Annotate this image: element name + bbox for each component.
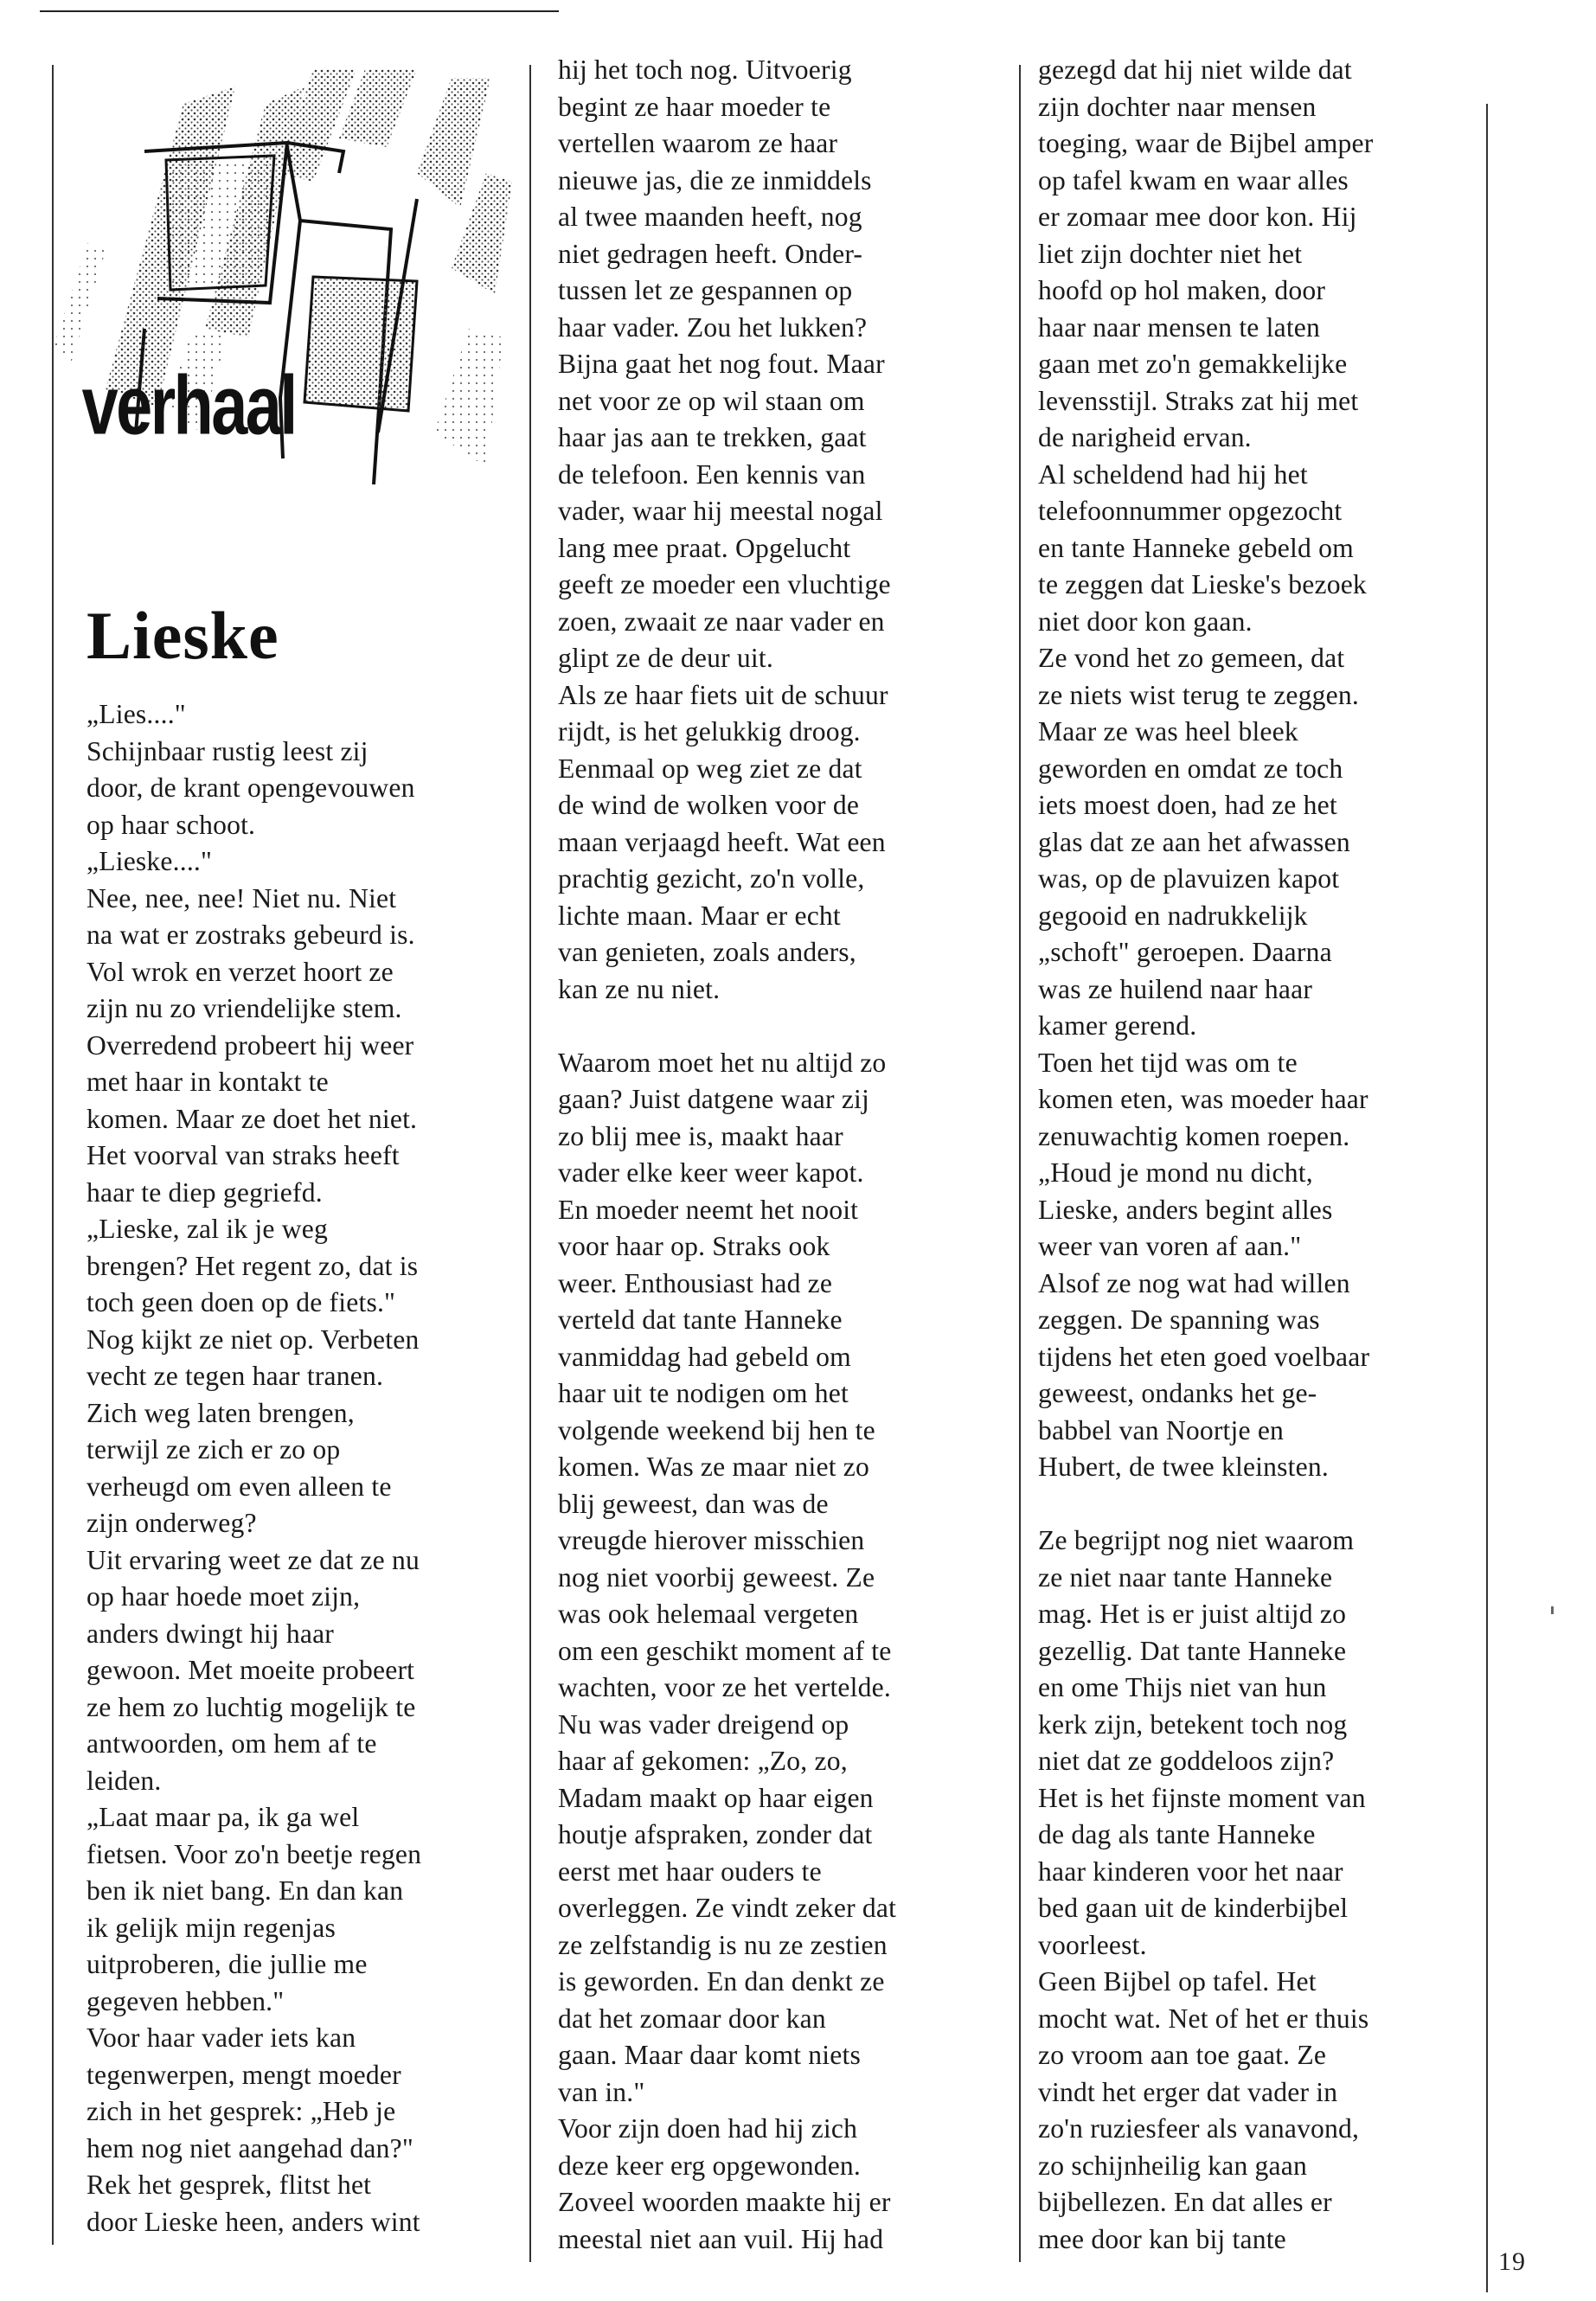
text-line: geeft ze moeder een vluchtige [558, 569, 891, 599]
text-line: ze zelfstandig is nu ze zestien [558, 1929, 888, 1960]
text-line: ze niet naar tante Hanneke [1038, 1561, 1333, 1593]
text-line: haar naar mensen te laten [1038, 311, 1321, 343]
text-line: zijn dochter naar mensen [1038, 91, 1317, 122]
text-line: bed gaan uit de kinderbijbel [1038, 1893, 1349, 1923]
text-line: verheugd om even alleen te [87, 1471, 392, 1502]
text-line: weer van voren af aan." [1038, 1231, 1302, 1261]
scan-speck [1551, 1606, 1554, 1614]
text-line: weer. Enthousiast had ze [558, 1267, 833, 1298]
text-line: haar af gekomen: „Zo, zo, [558, 1746, 848, 1776]
text-line: mag. Het is er juist altijd zo [1038, 1599, 1347, 1629]
text-column-right [1038, 52, 1488, 2258]
text-line: gezegd dat hij niet wilde dat [1038, 54, 1352, 85]
text-line: voorleest. [1038, 1929, 1147, 1960]
text-line: Schijnbaar rustig leest zij [87, 735, 369, 766]
text-line: komen. Maar ze doet het niet. [87, 1103, 418, 1134]
text-line: zo blij mee is, maakt haar [558, 1120, 843, 1151]
text-line: mee door kan bij tante [1038, 2223, 1286, 2254]
text-line: Geen Bijbel op tafel. Het [1038, 1966, 1317, 1997]
text-line: bijbellezen. En dat alles er [1038, 2187, 1332, 2217]
text-line: er zomaar mee door kon. Hij [1038, 202, 1357, 232]
text-line: niet dat ze goddeloos zijn? [1038, 1746, 1335, 1776]
text-line: lichte maan. Maar er echt [558, 900, 841, 931]
text-line: gewoon. Met moeite probeert [87, 1655, 415, 1685]
text-line: Voor zijn doen had hij zich [558, 2113, 858, 2144]
text-line: van genieten, zoals anders, [558, 937, 856, 967]
text-line: vader, waar hij meestal nogal [558, 496, 883, 526]
paragraph-gap [558, 1008, 1008, 1045]
text-line: babbel van Noortje en [1038, 1414, 1285, 1445]
text-line: vader elke keer weer kapot. [558, 1157, 864, 1188]
text-column-left [87, 696, 536, 2240]
text-line: geworden en omdat ze toch [1038, 753, 1343, 784]
text-line: rijdt, is het gelukkig droog. [558, 716, 861, 747]
text-line: de narigheid ervan. [1038, 422, 1252, 452]
text-line: gaan met zo'n gemakkelijke [1038, 349, 1348, 379]
text-line: Zoveel woorden maakte hij er [558, 2187, 891, 2217]
text-line: net voor ze op wil staan om [558, 385, 865, 416]
text-line: „Lies...." [87, 699, 186, 729]
text-line: begint ze haar moeder te [558, 91, 831, 122]
text-line: haar kinderen voor het naar [1038, 1856, 1343, 1887]
text-line: ben ik niet bang. En dan kan [87, 1875, 404, 1906]
text-line: blij geweest, dan was de [558, 1488, 829, 1519]
text-line: lang mee praat. Opgelucht [558, 532, 851, 563]
text-line: glipt ze de deur uit. [558, 643, 773, 673]
text-line: toeging, waar de Bijbel amper [1038, 128, 1374, 158]
text-line: houtje afspraken, zonder dat [558, 1819, 873, 1849]
text-line: zo'n ruziesfeer als vanavond, [1038, 2113, 1360, 2144]
text-line: verteld dat tante Hanneke [558, 1304, 843, 1335]
text-line: volgende weekend bij hen te [558, 1414, 875, 1445]
text-line: vindt het erger dat vader in [1038, 2076, 1338, 2107]
text-line: de dag als tante Hanneke [1038, 1819, 1316, 1849]
text-line: fietsen. Voor zo'n beetje regen [87, 1838, 422, 1869]
text-line: Het voorval van straks heeft [87, 1140, 400, 1170]
text-line: Toen het tijd was om te [1038, 1047, 1298, 1078]
top-rule [40, 10, 559, 12]
text-line: zijn nu zo vriendelijke stem. [87, 993, 402, 1023]
text-line: zeggen. De spanning was [1038, 1304, 1320, 1335]
text-line: door Lieske heen, anders wint [87, 2206, 420, 2237]
text-line: van in." [558, 2076, 645, 2107]
text-line: Nee, nee, nee! Niet nu. Niet [87, 882, 397, 913]
text-line: gaan? Juist datgene waar zij [558, 1084, 869, 1114]
text-line: prachtig gezicht, zo'n volle, [558, 863, 865, 894]
text-line: En moeder neemt het nooit [558, 1194, 859, 1225]
text-line: hem nog niet aangehad dan?" [87, 2132, 413, 2163]
text-line: antwoorden, om hem af te [87, 1728, 377, 1759]
text-line: voor haar op. Straks ook [558, 1231, 830, 1261]
text-line: Nu was vader dreigend op [558, 1708, 849, 1740]
paragraph-gap [1038, 1486, 1488, 1523]
text-line: „Laat maar pa, ik ga wel [87, 1802, 360, 1832]
text-line: zenuwachtig komen roepen. [1038, 1120, 1350, 1151]
text-line: telefoonnummer opgezocht [1038, 496, 1343, 526]
text-line: nieuwe jas, die ze inmiddels [558, 164, 872, 195]
text-line: Hubert, de twee kleinsten. [1038, 1452, 1329, 1482]
text-line: zoen, zwaait ze naar vader en [558, 606, 885, 637]
text-column-middle [558, 52, 1008, 2258]
text-line: om een geschikt moment af te [558, 1635, 892, 1666]
text-line: op haar hoede moet zijn, [87, 1581, 361, 1612]
text-line: haar uit te nodigen om het [558, 1378, 849, 1408]
text-line: Ze vond het zo gemeen, dat [1038, 643, 1345, 673]
text-line: vertellen waarom ze haar [558, 128, 838, 158]
column-rule-middle-right [1019, 65, 1021, 2262]
text-line: ze niets wist terug te zeggen. [1038, 679, 1359, 710]
text-line: dat het zomaar door kan [558, 2003, 826, 2034]
text-line: Als ze haar fiets uit de schuur [558, 679, 888, 710]
text-line: Vol wrok en verzet hoort ze [87, 956, 394, 987]
page-number: 19 [1498, 2247, 1526, 2276]
text-line: de telefoon. Een kennis van [558, 458, 866, 490]
verhaal-logo [54, 69, 512, 519]
text-line: op haar schoot. [87, 809, 256, 840]
text-line: was, op de plavuizen kapot [1038, 863, 1340, 894]
text-line: Maar ze was heel bleek [1038, 716, 1298, 747]
text-line: zijn onderweg? [87, 1508, 257, 1538]
text-line: Zich weg laten brengen, [87, 1397, 355, 1428]
text-line: Voor haar vader iets kan [87, 2022, 356, 2053]
text-line: gegooid en nadrukkelijk [1038, 900, 1308, 931]
text-line: uitproberen, die jullie me [87, 1949, 368, 1979]
text-line: is geworden. En dan denkt ze [558, 1966, 885, 1997]
text-line: terwijl ze zich er zo op [87, 1434, 341, 1465]
text-line: anders dwingt hij haar [87, 1618, 335, 1649]
text-line: tussen let ze gespannen op [558, 275, 853, 305]
text-line: niet door kon gaan. [1038, 606, 1253, 637]
text-line: en ome Thijs niet van hun [1038, 1672, 1327, 1702]
text-line: vanmiddag had gebeld om [558, 1341, 851, 1372]
text-line: Eenmaal op weg ziet ze dat [558, 753, 862, 784]
text-line: „Lieske, zal ik je weg [87, 1214, 328, 1244]
text-line: haar jas aan te trekken, gaat [558, 422, 867, 452]
text-line: tijdens het eten goed voelbaar [1038, 1341, 1370, 1372]
text-line: vreugde hierover misschien [558, 1525, 865, 1555]
text-line: zich in het gesprek: „Heb je [87, 2096, 396, 2126]
text-line: ze hem zo luchtig mogelijk te [87, 1691, 416, 1722]
text-line: deze keer erg opgewonden. [558, 2150, 862, 2181]
text-line: brengen? Het regent zo, dat is [87, 1250, 419, 1281]
text-line: iets moest doen, had ze het [1038, 790, 1337, 820]
text-line: al twee maanden heeft, nog [558, 202, 862, 232]
text-line: Het is het fijnste moment van [1038, 1782, 1366, 1813]
text-line: gegeven hebben." [87, 1985, 285, 2016]
text-line: was ook helemaal vergeten [558, 1599, 859, 1629]
text-line: na wat er zostraks gebeurd is. [87, 920, 415, 950]
text-line: Overredend probeert hij weer [87, 1029, 414, 1061]
text-line: Waarom moet het nu altijd zo [558, 1047, 887, 1078]
text-line: Alsof ze nog wat had willen [1038, 1267, 1350, 1298]
text-line: komen. Was ze maar niet zo [558, 1452, 869, 1482]
text-line: hij het toch nog. Uitvoerig [558, 54, 852, 85]
text-line: levensstijl. Straks zat hij met [1038, 385, 1359, 416]
text-line: Rek het gesprek, flitst het [87, 2170, 372, 2200]
text-line: eerst met haar ouders te [558, 1856, 822, 1887]
text-line: te zeggen dat Lieske's bezoek [1038, 569, 1367, 599]
text-line: Uit ervaring weet ze dat ze nu [87, 1544, 420, 1575]
text-line: vecht ze tegen haar tranen. [87, 1361, 384, 1391]
text-line: „Lieske...." [87, 846, 213, 876]
text-line: „Houd je mond nu dicht, [1038, 1157, 1313, 1188]
text-line: geweest, ondanks het ge- [1038, 1378, 1317, 1408]
text-line: toch geen doen op de fiets." [87, 1287, 396, 1317]
text-line: met haar in kontakt te [87, 1067, 329, 1097]
text-line: zo vroom aan toe gaat. Ze [1038, 2040, 1327, 2070]
text-line: liet zijn dochter niet het [1038, 238, 1303, 269]
text-line: de wind de wolken voor de [558, 790, 860, 820]
text-line: kan ze nu niet. [558, 973, 721, 1004]
text-line: glas dat ze aan het afwassen [1038, 826, 1350, 857]
text-line: „schoft" geroepen. Daarna [1038, 937, 1332, 967]
text-line: door, de krant opengevouwen [87, 772, 415, 803]
text-line: Madam maakt op haar eigen [558, 1782, 874, 1813]
text-line: hoofd op hol maken, door [1038, 275, 1326, 305]
text-line: tegenwerpen, mengt moeder [87, 2059, 401, 2090]
text-line: en tante Hanneke gebeld om [1038, 532, 1354, 563]
text-line: Bijna gaat het nog fout. Maar [558, 349, 885, 379]
text-line: was ze huilend naar haar [1038, 973, 1313, 1004]
text-line: zo schijnheilig kan gaan [1038, 2150, 1307, 2181]
text-line: Nog kijkt ze niet op. Verbeten [87, 1324, 420, 1355]
text-line: gezellig. Dat tante Hanneke [1038, 1635, 1347, 1666]
text-line: wachten, voor ze het vertelde. [558, 1672, 891, 1702]
text-line: gaan. Maar daar komt niets [558, 2040, 861, 2070]
text-line: overleggen. Ze vindt zeker dat [558, 1893, 897, 1923]
text-line: niet gedragen heeft. Onder- [558, 238, 863, 269]
text-line: kamer gerend. [1038, 1010, 1197, 1041]
section-label: verhaal [81, 358, 296, 452]
text-line: maan verjaagd heeft. Wat een [558, 826, 886, 857]
text-line: Ze begrijpt nog niet waarom [1038, 1525, 1355, 1555]
text-line: mocht wat. Net of het er thuis [1038, 2003, 1369, 2034]
text-line: haar vader. Zou het lukken? [558, 311, 868, 343]
text-line: leiden. [87, 1765, 162, 1796]
story-title: Lieske [87, 598, 279, 673]
text-line: kerk zijn, betekent toch nog [1038, 1708, 1348, 1740]
text-line: ik gelijk mijn regenjas [87, 1912, 337, 1943]
text-line: nog niet voorbij geweest. Ze [558, 1561, 875, 1593]
text-line: meestal niet aan vuil. Hij had [558, 2223, 884, 2254]
text-line: haar te diep gegriefd. [87, 1176, 323, 1208]
text-line: Lieske, anders begint alles [1038, 1194, 1333, 1225]
text-line: komen eten, was moeder haar [1038, 1084, 1368, 1114]
text-line: op tafel kwam en waar alles [1038, 164, 1349, 195]
text-line: Al scheldend had hij het [1038, 458, 1308, 490]
